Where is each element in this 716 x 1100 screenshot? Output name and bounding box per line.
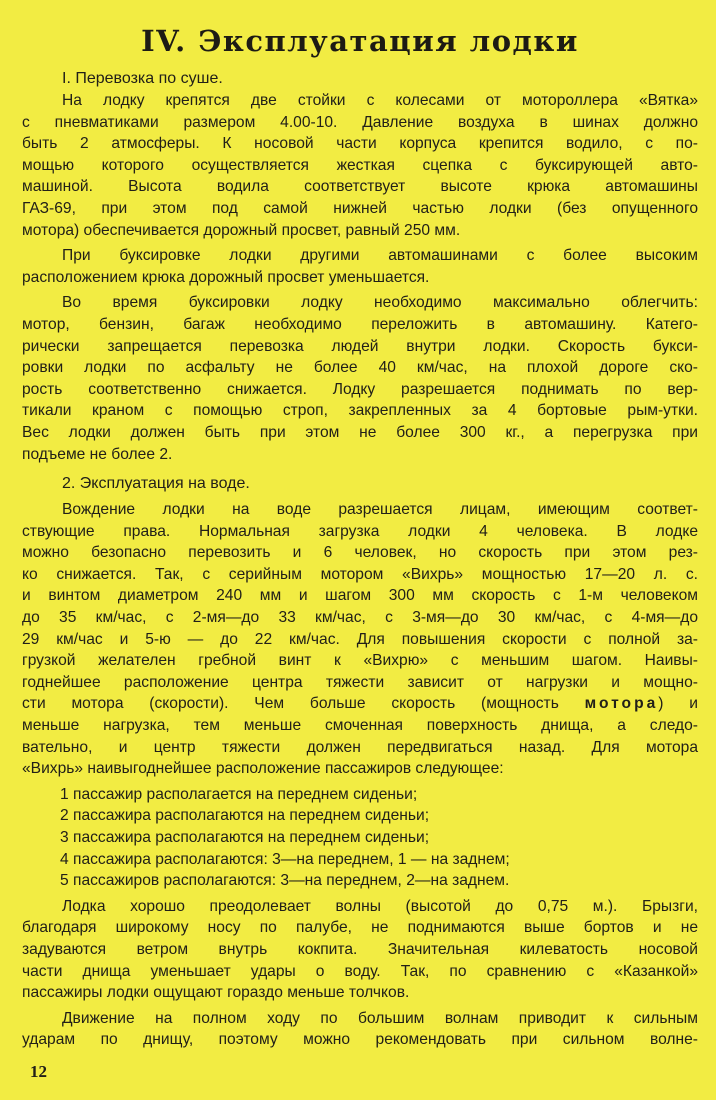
list-item: 3 пассажира располагаются на переднем сиденьи; xyxy=(60,829,430,846)
text-line: с пневматиками размером 4.00-10. Давление воздуха в шинах должно xyxy=(22,113,698,131)
text-fragment: ) и xyxy=(658,695,698,713)
text-line: При буксировке лодки другими автомашинами с более высоким xyxy=(62,247,698,265)
text-line: мотор, бензин, багаж необходимо переложить в автомашину. Катего- xyxy=(22,315,698,333)
paragraph-water-1 xyxy=(22,499,698,780)
text-line: грузкой желателен гребной винт к «Вихрю» с меньшим шагом. Наивы- xyxy=(22,652,698,670)
list-item: 4 пассажира располагаются: 3—на переднем, 1 — на заднем; xyxy=(60,850,510,868)
text-line: задуваются ветром внутрь кокпита. Значительная килеватость носовой xyxy=(22,940,698,958)
text-line: Вес лодки должен быть при этом не более 300 кг., а перегрузка при xyxy=(22,423,698,441)
page-number: 12 xyxy=(30,1062,47,1081)
section-heading-land-transport: I. Перевозка по суше. xyxy=(62,70,223,87)
list-item: 1 пассажир располагается на переднем сиденьи; xyxy=(60,785,418,803)
paragraph-land-1 xyxy=(22,90,698,241)
section-heading-water-operation: 2. Эксплуатация на воде. xyxy=(62,475,250,493)
text-line: вательно, и центр тяжести должен передвигаться назад. Для мотора xyxy=(22,738,698,756)
passenger-placement-list xyxy=(60,784,698,892)
text-line: мощью которого осуществляется жесткая сцепка с буксирующей авто- xyxy=(22,156,698,174)
text-line: благодаря широкому носу по палубе, не поднимаются выше бортов и не xyxy=(22,919,698,937)
text-line: «Вихрь» наивыгоднейшее расположение пассажиров следующее: xyxy=(22,760,504,778)
text-line: расположением крюка дорожный просвет уменьшается. xyxy=(22,268,430,286)
text-line: Движение на полном ходу по большим волнам приводит к сильным xyxy=(62,1009,698,1027)
text-line: подъеме не более 2. xyxy=(22,445,173,463)
chapter-title: IV. Эксплуатация лодки xyxy=(141,24,579,58)
text-line: годнейшее расположение центра тяжести зависит от нагрузки и мощно- xyxy=(22,673,698,691)
text-line: машиной. Высота водила соответствует высоте крюка автомашины xyxy=(22,178,698,196)
text-line: тикали краном с помощью строп, закрепленных за 4 бортовые рым-утки. xyxy=(22,402,698,420)
text-line: 29 км/час и 5-ю — до 22 км/час. Для повышения скорости с полной за- xyxy=(22,630,698,648)
text-line: ствующие права. Нормальная загрузка лодки 4 человека. В лодке xyxy=(22,522,698,540)
paragraph-water-3 xyxy=(22,1008,698,1051)
list-item: 5 пассажиров располагаются: 3—на переднем, 2—на заднем. xyxy=(60,872,510,890)
text-line: можно безопасно перевозить и 6 человек, но скорость при этом рез- xyxy=(22,544,698,562)
paragraph-land-2 xyxy=(22,245,698,288)
text-line: мотора) обеспечивается дорожный просвет, равный 250 мм. xyxy=(22,221,461,239)
list-item: 2 пассажира располагаются на переднем сиденьи; xyxy=(60,807,430,825)
text-line: меньше нагрузка, тем меньше смоченная поверхность днища, а следо- xyxy=(22,717,698,735)
text-line: Лодка хорошо преодолевает волны (высотой до 0,75 м.). Брызги, xyxy=(62,897,698,915)
text-line-with-emphasis xyxy=(22,693,698,715)
text-line: рически запрещается перевозка людей внутри лодки. Скорость букси- xyxy=(22,337,698,355)
text-line: части днища уменьшает удары о воду. Так, по сравнению с «Казанкой» xyxy=(22,962,698,980)
text-line: Во время буксировки лодку необходимо максимально облегчить: xyxy=(62,294,698,312)
text-line: до 35 км/час, с 2-мя—до 33 км/час, с 3-мя—до 30 км/час, с 4-мя—до xyxy=(22,609,698,627)
paragraph-land-3 xyxy=(22,292,698,465)
text-line: пассажиры лодки ощущают гораздо меньше толчков. xyxy=(22,984,410,1002)
text-line: На лодку крепятся две стойки с колесами от мотороллера «Вятка» xyxy=(62,92,698,109)
text-line: рость соответственно снижается. Лодку разрешается поднимать по вер- xyxy=(22,380,698,398)
text-line: и винтом диаметром 240 мм и шагом 300 мм скорость с 1-м человеком xyxy=(22,587,698,605)
text-line: ударам по днищу, поэтому можно рекомендовать при сильном волне- xyxy=(22,1031,698,1049)
text-line: ГАЗ-69, при этом под самой нижней частью лодки (без опущенного xyxy=(22,199,698,217)
emphasis-word: мотора xyxy=(584,695,659,713)
text-fragment: сти мотора (скорости). Чем больше скорость (мощность xyxy=(22,695,559,713)
text-line: быть 2 атмосферы. К носовой части корпуса крепится водило, с по- xyxy=(22,135,698,153)
text-line: ровки лодки по асфальту не более 40 км/час, на плохой дороге ско- xyxy=(22,359,698,377)
text-line: Вождение лодки на воде разрешается лицам, имеющим соответ- xyxy=(62,501,698,519)
paragraph-water-2 xyxy=(22,896,698,1004)
text-line: ко снижается. Так, с серийным мотором «Вихрь» мощностью 17—20 л. с. xyxy=(22,565,698,583)
